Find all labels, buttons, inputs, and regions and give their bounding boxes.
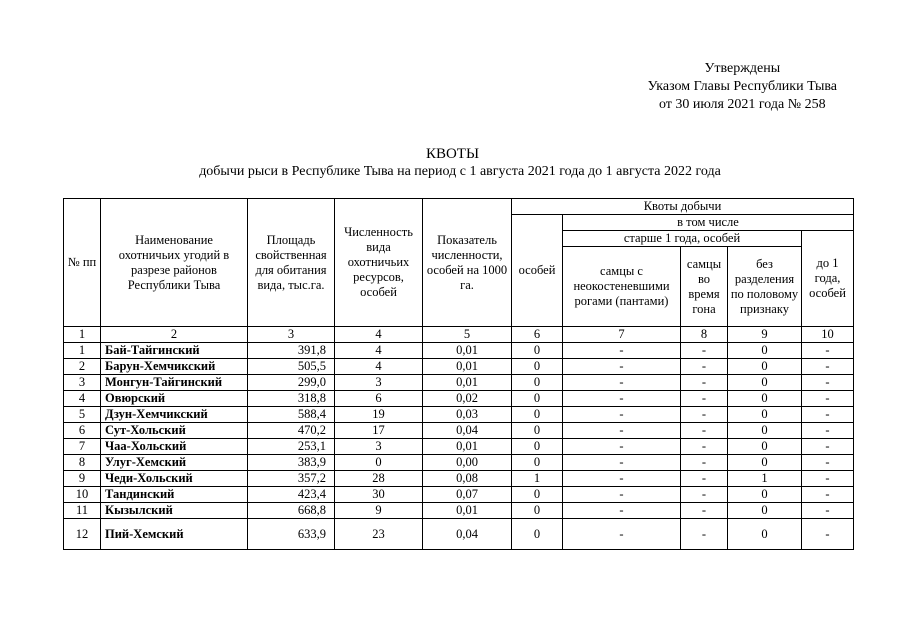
no-sex-quota: 0 <box>728 359 802 375</box>
header-males-rut: самцы во время гона <box>681 247 728 327</box>
col-number: 1 <box>64 327 101 343</box>
no-sex-quota: 0 <box>728 423 802 439</box>
header-no-sex: без разделения по половому признаку <box>728 247 802 327</box>
table-row <box>64 407 854 423</box>
area-value: 470,2 <box>248 423 335 439</box>
males-rut-quota: - <box>681 487 728 503</box>
young-quota: - <box>802 471 854 487</box>
area-value: 668,8 <box>248 503 335 519</box>
total-quota: 0 <box>512 439 563 455</box>
area-value: 391,8 <box>248 343 335 359</box>
district-name: Сут-Хольский <box>101 423 248 439</box>
document-title: КВОТЫ <box>425 146 480 162</box>
density-value: 0,01 <box>423 503 512 519</box>
table-row <box>64 503 854 519</box>
population-value: 19 <box>335 407 423 423</box>
col-number: 8 <box>681 327 728 343</box>
males-rut-quota: - <box>681 375 728 391</box>
area-value: 253,1 <box>248 439 335 455</box>
header-quotas: Квоты добычи <box>512 199 854 215</box>
males-horns-quota: - <box>563 487 681 503</box>
young-quota: - <box>802 359 854 375</box>
males-horns-quota: - <box>563 343 681 359</box>
district-name: Улуг-Хемский <box>101 455 248 471</box>
district-name: Чеди-Хольский <box>101 471 248 487</box>
males-rut-quota: - <box>681 455 728 471</box>
row-num: 9 <box>64 471 101 487</box>
young-quota: - <box>802 503 854 519</box>
population-value: 6 <box>335 391 423 407</box>
males-horns-quota: - <box>563 423 681 439</box>
density-value: 0,04 <box>423 519 512 550</box>
approval-line-1: Утверждены <box>704 61 781 76</box>
row-num: 4 <box>64 391 101 407</box>
col-number: 2 <box>101 327 248 343</box>
table-body <box>64 343 854 550</box>
col-number: 3 <box>248 327 335 343</box>
col-number: 7 <box>563 327 681 343</box>
row-num: 8 <box>64 455 101 471</box>
population-value: 9 <box>335 503 423 519</box>
header-total: особей <box>512 215 563 327</box>
document-subtitle: добычи рыси в Республике Тыва на период с 1 августа 2021 года до 1 августа 2022 года <box>199 164 721 179</box>
density-value: 0,00 <box>423 455 512 471</box>
total-quota: 0 <box>512 519 563 550</box>
district-name: Овюрский <box>101 391 248 407</box>
no-sex-quota: 0 <box>728 519 802 550</box>
density-value: 0,01 <box>423 439 512 455</box>
area-value: 383,9 <box>248 455 335 471</box>
row-num: 2 <box>64 359 101 375</box>
area-value: 299,0 <box>248 375 335 391</box>
row-num: 10 <box>64 487 101 503</box>
no-sex-quota: 1 <box>728 471 802 487</box>
males-rut-quota: - <box>681 391 728 407</box>
population-value: 3 <box>335 439 423 455</box>
density-value: 0,01 <box>423 359 512 375</box>
total-quota: 0 <box>512 487 563 503</box>
no-sex-quota: 0 <box>728 503 802 519</box>
district-name: Кызылский <box>101 503 248 519</box>
table-row <box>64 359 854 375</box>
density-value: 0,01 <box>423 343 512 359</box>
table-row <box>64 391 854 407</box>
young-quota: - <box>802 519 854 550</box>
males-horns-quota: - <box>563 519 681 550</box>
header-males-horns: самцы с неокостеневшими рогами (пантами) <box>563 247 681 327</box>
area-value: 318,8 <box>248 391 335 407</box>
males-rut-quota: - <box>681 423 728 439</box>
header-older: старше 1 года, особей <box>563 231 802 247</box>
population-value: 17 <box>335 423 423 439</box>
col-number: 4 <box>335 327 423 343</box>
district-name: Барун-Хемчикский <box>101 359 248 375</box>
header-including: в том числе <box>563 215 854 231</box>
district-name: Пий-Хемский <box>101 519 248 550</box>
males-horns-quota: - <box>563 471 681 487</box>
approval-block <box>648 60 837 114</box>
population-value: 30 <box>335 487 423 503</box>
district-name: Тандинский <box>101 487 248 503</box>
quota-table <box>63 198 854 550</box>
males-horns-quota: - <box>563 439 681 455</box>
approval-line-2: Указом Главы Республики Тыва <box>647 79 837 94</box>
males-horns-quota: - <box>563 503 681 519</box>
header-num: № пп <box>64 199 101 327</box>
area-value: 423,4 <box>248 487 335 503</box>
young-quota: - <box>802 343 854 359</box>
population-value: 3 <box>335 375 423 391</box>
young-quota: - <box>802 455 854 471</box>
total-quota: 0 <box>512 375 563 391</box>
row-num: 1 <box>64 343 101 359</box>
approval-line-3: от 30 июля 2021 года № 258 <box>658 97 826 112</box>
young-quota: - <box>802 391 854 407</box>
density-value: 0,08 <box>423 471 512 487</box>
density-value: 0,04 <box>423 423 512 439</box>
header-population: Численность вида охотничьих ресурсов, особей <box>335 199 423 327</box>
col-number: 10 <box>802 327 854 343</box>
young-quota: - <box>802 423 854 439</box>
no-sex-quota: 0 <box>728 391 802 407</box>
males-rut-quota: - <box>681 343 728 359</box>
total-quota: 0 <box>512 455 563 471</box>
males-rut-quota: - <box>681 503 728 519</box>
density-value: 0,02 <box>423 391 512 407</box>
row-num: 11 <box>64 503 101 519</box>
col-number: 9 <box>728 327 802 343</box>
density-value: 0,01 <box>423 375 512 391</box>
table-row <box>64 487 854 503</box>
header-density: Показатель численности, особей на 1000 га. <box>423 199 512 327</box>
young-quota: - <box>802 375 854 391</box>
table-header <box>64 199 854 343</box>
col-number: 5 <box>423 327 512 343</box>
total-quota: 1 <box>512 471 563 487</box>
district-name: Чаа-Хольский <box>101 439 248 455</box>
row-num: 7 <box>64 439 101 455</box>
row-num: 6 <box>64 423 101 439</box>
young-quota: - <box>802 439 854 455</box>
population-value: 4 <box>335 359 423 375</box>
header-name: Наименование охотничьих угодий в разрезе районов Республики Тыва <box>101 199 248 327</box>
header-under1: до 1 года, особей <box>802 231 854 327</box>
population-value: 0 <box>335 455 423 471</box>
district-name: Монгун-Тайгинский <box>101 375 248 391</box>
row-num: 5 <box>64 407 101 423</box>
total-quota: 0 <box>512 391 563 407</box>
males-horns-quota: - <box>563 407 681 423</box>
no-sex-quota: 0 <box>728 375 802 391</box>
col-number: 6 <box>512 327 563 343</box>
no-sex-quota: 0 <box>728 439 802 455</box>
row-num: 12 <box>64 519 101 550</box>
population-value: 28 <box>335 471 423 487</box>
males-rut-quota: - <box>681 407 728 423</box>
total-quota: 0 <box>512 359 563 375</box>
total-quota: 0 <box>512 503 563 519</box>
table-row <box>64 455 854 471</box>
males-rut-quota: - <box>681 471 728 487</box>
density-value: 0,03 <box>423 407 512 423</box>
males-horns-quota: - <box>563 455 681 471</box>
table-row <box>64 471 854 487</box>
table-row <box>64 375 854 391</box>
males-rut-quota: - <box>681 359 728 375</box>
males-horns-quota: - <box>563 391 681 407</box>
population-value: 23 <box>335 519 423 550</box>
no-sex-quota: 0 <box>728 487 802 503</box>
table-row <box>64 519 854 550</box>
total-quota: 0 <box>512 407 563 423</box>
young-quota: - <box>802 407 854 423</box>
area-value: 505,5 <box>248 359 335 375</box>
row-num: 3 <box>64 375 101 391</box>
area-value: 357,2 <box>248 471 335 487</box>
table-row <box>64 343 854 359</box>
males-rut-quota: - <box>681 519 728 550</box>
table-row <box>64 439 854 455</box>
district-name: Дзун-Хемчикский <box>101 407 248 423</box>
no-sex-quota: 0 <box>728 455 802 471</box>
header-area: Площадь свойственная для обитания вида, тыс.га. <box>248 199 335 327</box>
district-name: Бай-Тайгинский <box>101 343 248 359</box>
males-horns-quota: - <box>563 359 681 375</box>
young-quota: - <box>802 487 854 503</box>
column-number-row <box>64 327 854 343</box>
density-value: 0,07 <box>423 487 512 503</box>
population-value: 4 <box>335 343 423 359</box>
males-rut-quota: - <box>681 439 728 455</box>
no-sex-quota: 0 <box>728 407 802 423</box>
no-sex-quota: 0 <box>728 343 802 359</box>
total-quota: 0 <box>512 423 563 439</box>
area-value: 588,4 <box>248 407 335 423</box>
table-row <box>64 423 854 439</box>
total-quota: 0 <box>512 343 563 359</box>
males-horns-quota: - <box>563 375 681 391</box>
area-value: 633,9 <box>248 519 335 550</box>
